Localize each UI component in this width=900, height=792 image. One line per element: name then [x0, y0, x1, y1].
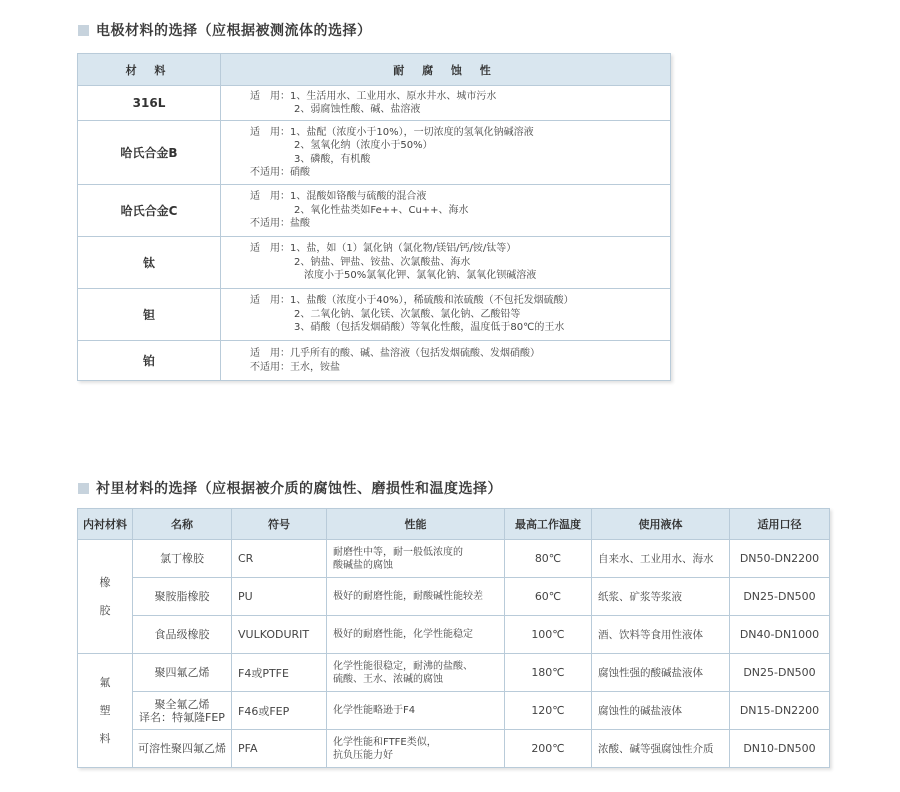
table-row	[78, 616, 830, 654]
header-cell: 符号	[232, 509, 327, 540]
corrosion-line: 适 用：1、生活用水、工业用水、原水井水、城市污水	[250, 90, 497, 102]
lining-name-line: 聚全氟乙烯	[154, 697, 210, 711]
category-char: 塑	[99, 703, 111, 717]
lining-material-table	[77, 508, 830, 768]
performance-line: 酸碱盐的腐蚀	[333, 559, 393, 571]
lining-name-cell	[133, 616, 232, 654]
liquid-cell: 浓酸、碱等强腐蚀性介质	[592, 730, 730, 768]
lining-name-cell	[133, 654, 232, 692]
table-header-row	[78, 509, 830, 540]
corrosion-line: 3、硝酸（包括发烟硝酸）等氧化性酸，温度低于80℃的王水	[294, 322, 565, 334]
header-cell: 适用口径	[730, 509, 830, 540]
max-temperature-cell: 200℃	[505, 730, 592, 768]
table-row	[78, 341, 671, 381]
table-row	[78, 540, 830, 578]
lining-section-title-text: 衬里材料的选择（应根据被介质的腐蚀性、磨损性和温度选择）	[96, 481, 502, 497]
liquid-cell: 腐蚀性的碱盐液体	[592, 692, 730, 730]
symbol-cell: CR	[232, 540, 327, 578]
lining-name-cell	[133, 540, 232, 578]
category-char: 料	[99, 731, 111, 745]
lining-name-line: 聚胺脂橡胶	[154, 590, 210, 603]
performance-cell	[327, 692, 505, 730]
corrosion-line: 2、弱腐蚀性酸、碱、盐溶液	[294, 104, 421, 115]
performance-line: 化学性能和FTFE类似，	[333, 736, 437, 748]
table-row	[78, 654, 830, 692]
lining-category-cell	[78, 540, 133, 654]
category-char: 胶	[99, 603, 111, 617]
category-char: 橡	[99, 575, 111, 589]
symbol-cell: PU	[232, 578, 327, 616]
material-cell: 钽	[78, 289, 221, 341]
performance-cell	[327, 540, 505, 578]
performance-line: 抗负压能力好	[333, 749, 393, 761]
electrode-section-title-text: 电极材料的选择（应根据被测流体的选择）	[96, 23, 372, 39]
corrosion-line: 3、磷酸，有机酸	[294, 153, 371, 165]
performance-line: 化学性能很稳定，耐沸的盐酸、	[333, 660, 473, 672]
symbol-cell: PFA	[232, 730, 327, 768]
diameter-cell: DN25-DN500	[730, 578, 830, 616]
material-cell: 哈氏合金B	[78, 121, 221, 185]
header-material: 材 料	[78, 54, 221, 86]
corrosion-line: 适 用：几乎所有的酸、碱、盐溶液（包括发烟硫酸、发烟硝酸）	[250, 348, 540, 359]
diameter-cell: DN25-DN500	[730, 654, 830, 692]
lining-name-line: 可溶性聚四氟乙烯	[138, 742, 226, 755]
corrosion-line: 适 用：1、盐，如（1）氯化钠（氯化物/镁铝/钙/铵/钛等）	[250, 243, 517, 255]
corrosion-line: 适 用：1、盐酸（浓度小于40%），稀硫酸和浓硫酸（不包托发烟硫酸）	[250, 295, 574, 307]
lining-category-cell	[78, 654, 133, 768]
symbol-cell: VULKODURIT	[232, 616, 327, 654]
diameter-cell: DN10-DN500	[730, 730, 830, 768]
header-cell: 内衬材料	[78, 509, 133, 540]
lining-section-title	[78, 478, 502, 498]
table-row	[78, 578, 830, 616]
title-square-icon	[78, 25, 89, 36]
liquid-cell: 自来水、工业用水、海水	[592, 540, 730, 578]
electrode-material-table	[77, 53, 671, 381]
lining-name-line: 译名：特氟隆FEP	[139, 710, 225, 724]
corrosion-line: 不适用：硝酸	[250, 167, 310, 178]
corrosion-cell	[221, 237, 671, 289]
max-temperature-cell: 180℃	[505, 654, 592, 692]
table-header-row	[78, 54, 671, 86]
liquid-cell: 腐蚀性强的酸碱盐液体	[592, 654, 730, 692]
performance-cell	[327, 578, 505, 616]
corrosion-line: 2、氢氧化纳（浓度小于50%）	[294, 140, 433, 151]
performance-cell	[327, 654, 505, 692]
performance-line: 硫酸、王水、浓碱的腐蚀	[333, 673, 443, 685]
table-row	[78, 185, 671, 237]
header-cell: 性能	[327, 509, 505, 540]
header-cell: 使用液体	[592, 509, 730, 540]
material-cell: 铂	[78, 341, 221, 381]
corrosion-line: 2、二氧化钠、氯化镁、次氯酸、氯化钠、乙酸铅等	[294, 308, 521, 320]
corrosion-cell	[221, 121, 671, 185]
corrosion-line: 2、钠盐、钾盐、铵盐、次氯酸盐、海水	[294, 256, 471, 268]
diameter-cell: DN40-DN1000	[730, 616, 830, 654]
performance-cell	[327, 730, 505, 768]
lining-name-cell	[133, 692, 232, 730]
corrosion-line: 不适用：盐酸	[250, 218, 310, 230]
table-row	[78, 692, 830, 730]
header-corrosion-resistance: 耐 腐 蚀 性	[221, 54, 671, 86]
max-temperature-cell: 60℃	[505, 578, 592, 616]
performance-line: 极好的耐磨性能，耐酸碱性能较差	[333, 591, 483, 602]
header-cell: 最高工作温度	[505, 509, 592, 540]
max-temperature-cell: 100℃	[505, 616, 592, 654]
liquid-cell: 酒、饮料等食用性液体	[592, 616, 730, 654]
material-cell: 钛	[78, 237, 221, 289]
material-cell: 哈氏合金C	[78, 185, 221, 237]
lining-name-line: 聚四氟乙烯	[154, 666, 210, 679]
diameter-cell: DN50-DN2200	[730, 540, 830, 578]
corrosion-line: 适 用：1、盐配（浓度小于10%），一切浓度的氢氧化钠碱溶液	[250, 126, 534, 138]
corrosion-line: 适 用：1、混酸如铬酸与硫酸的混合液	[250, 191, 427, 203]
corrosion-cell	[221, 289, 671, 341]
lining-name-line: 食品级橡胶	[154, 628, 210, 641]
symbol-cell: F46或FEP	[232, 692, 327, 730]
electrode-section-title	[78, 20, 372, 40]
table-row	[78, 237, 671, 289]
symbol-cell: F4或PTFE	[232, 654, 327, 692]
title-square-icon	[78, 483, 89, 494]
header-cell: 名称	[133, 509, 232, 540]
performance-line: 化学性能略逊于F4	[333, 705, 416, 716]
liquid-cell: 纸浆、矿浆等浆液	[592, 578, 730, 616]
max-temperature-cell: 120℃	[505, 692, 592, 730]
table-row	[78, 730, 830, 768]
category-char: 氟	[99, 675, 111, 689]
lining-name-line: 氯丁橡胶	[160, 552, 204, 565]
diameter-cell: DN15-DN2200	[730, 692, 830, 730]
table-row	[78, 121, 671, 185]
table-row	[78, 86, 671, 121]
max-temperature-cell: 80℃	[505, 540, 592, 578]
material-cell: 316L	[78, 86, 221, 121]
corrosion-cell	[221, 86, 671, 121]
performance-cell	[327, 616, 505, 654]
corrosion-line: 不适用：王水，铵盐	[250, 361, 340, 373]
corrosion-cell	[221, 341, 671, 381]
lining-name-cell	[133, 578, 232, 616]
corrosion-line: 浓度小于50%氯氧化钾、氯氧化钠、氯氧化钡碱溶液	[304, 270, 537, 282]
performance-line: 极好的耐磨性能，化学性能稳定	[333, 629, 473, 640]
corrosion-cell	[221, 185, 671, 237]
lining-name-cell	[133, 730, 232, 768]
corrosion-line: 2、氧化性盐类如Fe++、Cu++、海水	[294, 204, 469, 216]
performance-line: 耐磨性中等，耐一般低浓度的	[333, 546, 463, 558]
table-row	[78, 289, 671, 341]
